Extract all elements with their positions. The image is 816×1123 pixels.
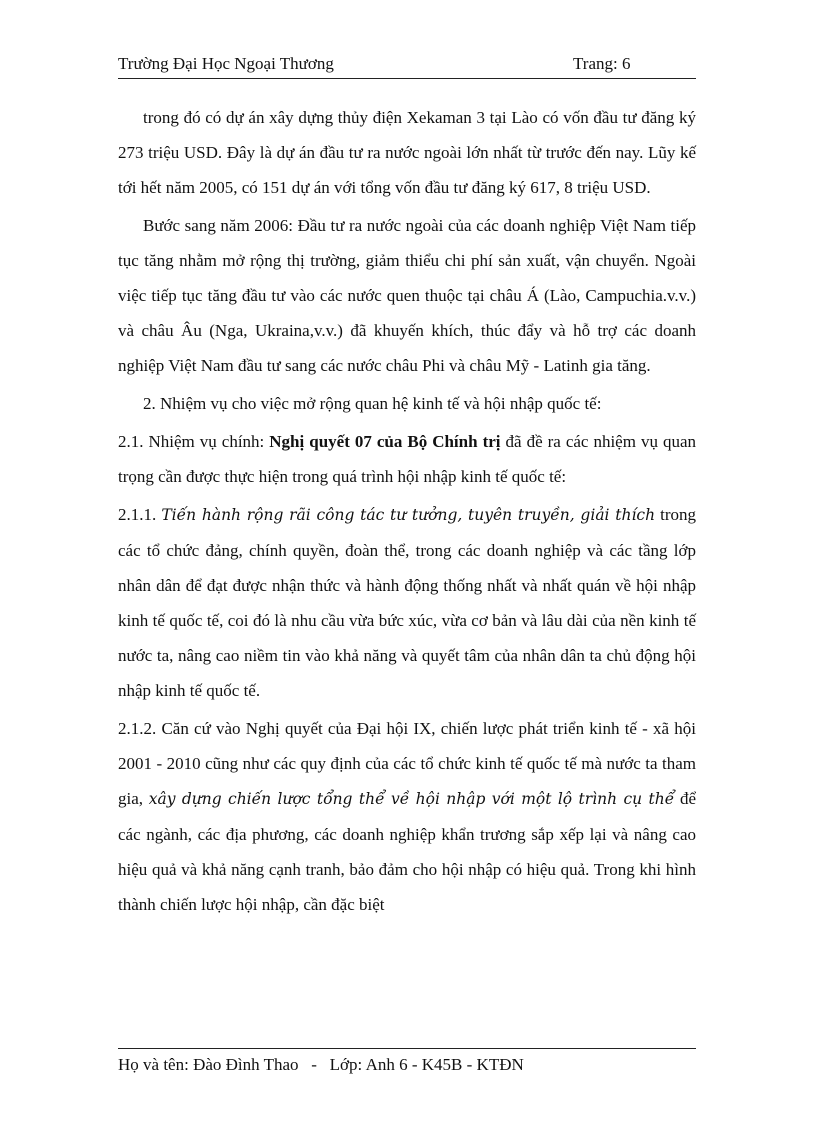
page-number: Trang: 6 (573, 54, 631, 73)
author-info: Họ và tên: Đào Đình Thao - Lớp: Anh 6 - K45B - KTĐN (118, 1055, 524, 1074)
paragraph-2-1-2-lead: 2.1.2. Căn cứ vào Nghị quyết của Đại hội IX, chiến lược phát triển kinh tế - xã hội 2001 - 2010 cũng như các quy định của các tổ chức kinh tế quốc tế mà nước ta tham gia, (118, 719, 696, 808)
paragraph-2-1-1-rest: trong các tổ chức đảng, chính quyền, đoàn thể, trong các doanh nghiệp và các tầng lớp nhân dân để đạt được nhận thức và hành động thống nhất và nhất quán về hội nhập kinh tế quốc tế, coi đó là nhu cầu vừa bức xúc, vừa cơ bản và lâu dài của nền kinh tế nước ta, nâng cao niềm tin vào khả năng và quyết tâm của nhân dân ta chủ động hội nhập kinh tế quốc tế. (118, 505, 697, 700)
paragraph-2-1-2-rest: để các ngành, các địa phương, các doanh nghiệp khẩn trương sắp xếp lại và nâng cao hiệu quả và khả năng cạnh tranh, bảo đảm cho hội nhập có hiệu quả. Trong khi hình thành chiến lược hội nhập, cần đặc biệt (118, 789, 696, 914)
paragraph-2-1-2-emphasis: xây dựng chiến lược tổng thể về hội nhập với một lộ trình cụ thể (148, 790, 675, 808)
document-body (118, 100, 696, 922)
paragraph-2-1-1-emphasis: Tiến hành rộng rãi công tác tư tưởng, tuyên truyền, giải thích (161, 506, 656, 524)
page-header (118, 52, 696, 79)
paragraph-2: Bước sang năm 2006: Đầu tư ra nước ngoài của các doanh nghiệp Việt Nam tiếp tục tăng nhằm mở rộng thị trường, giảm thiểu chi phí sản xuất, vận chuyển. Ngoài việc tiếp tục tăng đầu tư vào các nước quen thuộc tại châu Á (Lào, Campuchia.v.v.) và châu Âu (Nga, Ukraina,v.v.) đã khuyến khích, thúc đẩy và hỗ trợ các doanh nghiệp Việt Nam đầu tư sang các nước châu Phi và châu Mỹ - Latinh gia tăng. (118, 216, 696, 375)
resolution-title: Nghị quyết 07 của Bộ Chính trị (269, 432, 501, 451)
paragraph-2-1-1-num: 2.1.1. (118, 505, 162, 524)
paragraph-2-1-2 (118, 711, 696, 922)
paragraph-1: trong đó có dự án xây dựng thủy điện Xekaman 3 tại Lào có vốn đầu tư đăng ký 273 triệu USD. Đây là dự án đầu tư ra nước ngoài lớn nhất từ trước đến nay. Lũy kế tới hết năm 2005, có 151 dự án với tổng vốn đầu tư đăng ký 617, 8 triệu USD. (118, 108, 696, 197)
paragraph-2-1-rest: đã đề ra các nhiệm vụ quan trọng cần được thực hiện trong quá trình hội nhập kinh tế quốc tế: (118, 432, 697, 486)
university-name: Trường Đại Học Ngoại Thương (118, 54, 334, 73)
paragraph-2-1 (118, 424, 696, 494)
paragraph-2-1-1 (118, 497, 696, 708)
paragraph-2-1-lead: 2.1. Nhiệm vụ chính: (118, 432, 270, 451)
page-footer (118, 1048, 696, 1075)
section-heading-2: 2. Nhiệm vụ cho việc mở rộng quan hệ kinh tế và hội nhập quốc tế: (143, 394, 602, 413)
